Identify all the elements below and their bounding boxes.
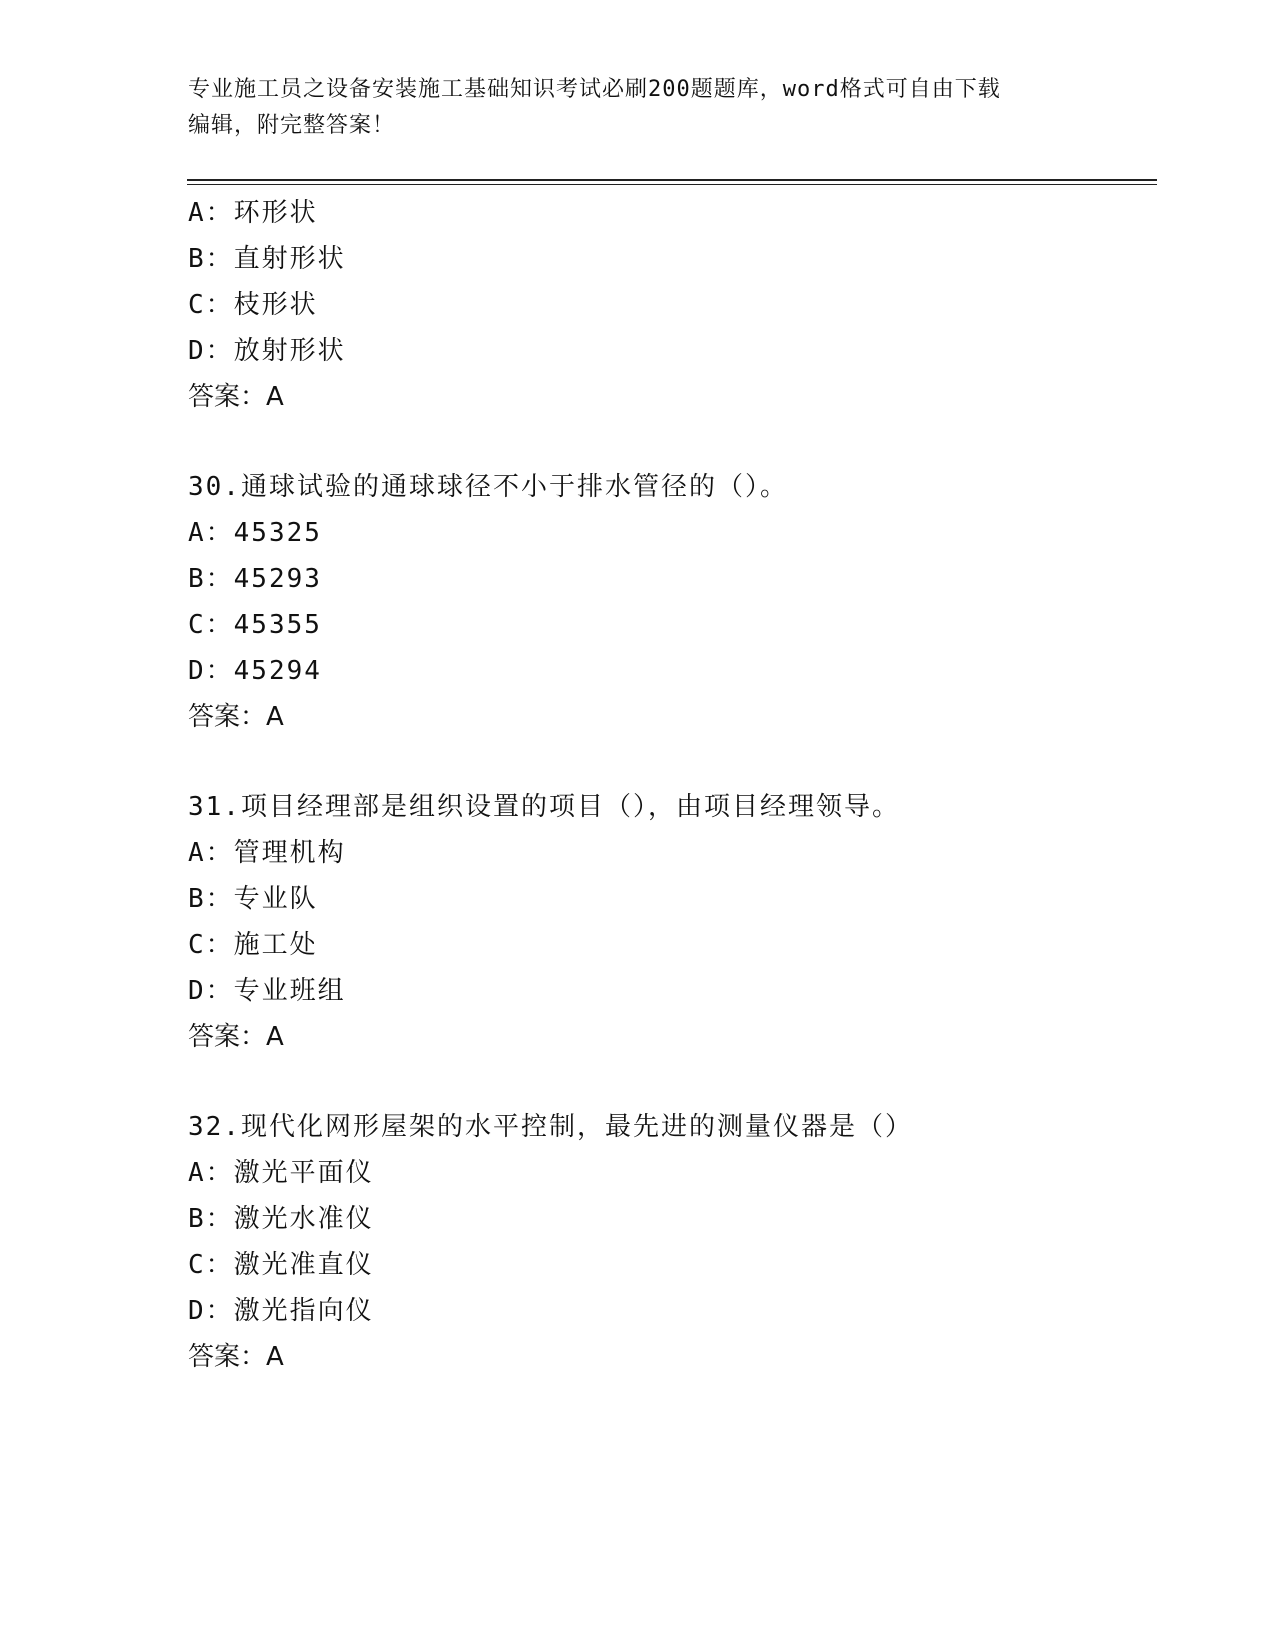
header-divider-thick — [187, 179, 1157, 181]
answer-line: 答案：A — [188, 702, 284, 732]
option-c: C：施工处 — [188, 930, 318, 960]
question-block — [188, 1104, 1148, 1380]
document-header — [188, 72, 1088, 144]
question-text: 32.现代化网形屋架的水平控制，最先进的测量仪器是（） — [188, 1112, 913, 1142]
question-block — [188, 190, 1148, 420]
option-d: D：放射形状 — [188, 336, 346, 366]
option-a: A：45325 — [188, 518, 322, 548]
question-text: 31.项目经理部是组织设置的项目（），由项目经理领导。 — [188, 792, 900, 822]
option-a: A：管理机构 — [188, 838, 346, 868]
answer-line: 答案：A — [188, 1022, 284, 1052]
option-d: D：45294 — [188, 656, 322, 686]
option-a: A：激光平面仪 — [188, 1158, 374, 1188]
option-b: B：激光水准仪 — [188, 1204, 374, 1234]
question-block — [188, 784, 1148, 1060]
header-title-line-2: 编辑，附完整答案！ — [188, 113, 396, 138]
option-c: C：激光准直仪 — [188, 1250, 374, 1280]
question-text: 30.通球试验的通球球径不小于排水管径的（）。 — [188, 472, 788, 502]
header-title-line-1: 专业施工员之设备安装施工基础知识考试必刷200题题库，word格式可自由下载 — [188, 77, 1001, 102]
option-a: A：环形状 — [188, 198, 318, 228]
option-b: B：专业队 — [188, 884, 318, 914]
option-c: C：45355 — [188, 610, 322, 640]
header-divider-thin — [187, 184, 1157, 185]
question-block — [188, 464, 1148, 740]
option-d: D：激光指向仪 — [188, 1296, 374, 1326]
question-list — [188, 190, 1148, 1380]
option-d: D：专业班组 — [188, 976, 346, 1006]
option-c: C：枝形状 — [188, 290, 318, 320]
answer-line: 答案：A — [188, 1342, 284, 1372]
option-b: B：45293 — [188, 564, 322, 594]
answer-line: 答案：A — [188, 382, 284, 412]
option-b: B：直射形状 — [188, 244, 346, 274]
